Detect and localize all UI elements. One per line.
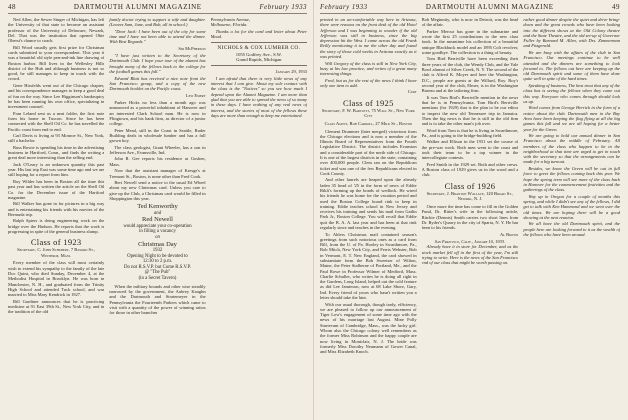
right-page xyxy=(314,0,628,420)
signature: Al Brown xyxy=(499,231,519,237)
paragraph: When the military bounds and other wise steadily narrowed by the government, the Aubrey Kaughn and the Dartmouth and Stratemeyer in the Pennsylvania the Fourteenth Parkers which came to visit with a quantity of the power of winning ratios for those in other branches xyxy=(109,283,206,316)
letter-address: San Francisco, Calif., January 10, 1933. xyxy=(434,238,506,244)
magazine-title: DARTMOUTH ALUMNI MAGAZINE xyxy=(425,3,554,11)
notice-line: in filling a vacancy xyxy=(139,229,176,235)
class-heading: Class of 1926 xyxy=(444,180,496,191)
paragraph: Every member of the class will most certainly wish to extend his sympathy to the family of the late Doc Quint, who died Sunday, December 4, at the Methodist Hospital in Brooklyn. He was born in Manchester, N. H., and graduated from the Trinity High School and attended Tuck school, and was married to Miss Mary Kendrick in 1927. xyxy=(8,260,105,298)
paragraph: Already have it in store for December, and as the stock market fell off in the first of the year, I'm still trying to write. Here is the news of the San Francisco end of our class that might be worth passing on. xyxy=(421,244,519,266)
signature: Curt xyxy=(407,89,417,95)
paragraph: Walker and Ellison in the 1931 set the course of the pre-war work. Both men went to the coast and took their team to be a top winner in the intercollegiate contests. xyxy=(421,139,519,161)
paragraph: Bob Meginnity, who is now in Detroit, was the head of the affair. xyxy=(421,17,519,28)
class-heading: Class of 1923 xyxy=(30,237,82,248)
left-columns xyxy=(8,17,307,420)
paragraph: Ned Allen, the Sewer Singer of Michigan, has left the University of that state to become an assistant professor of the University of Delaware, Newark, Del. That was the institution that opened Obie Oberst's chance to coach. xyxy=(8,17,105,44)
magazine-title: DARTMOUTH ALUMNI MAGAZINE xyxy=(73,3,202,11)
running-header-right xyxy=(320,3,620,14)
paragraph: Edward Blatt has received a nice note from the San Francisco group, and a copy of the new Dartmouth booklet on the Pacific coast. xyxy=(109,75,206,92)
company-name: NICHOLS & COX LUMBER CO. xyxy=(217,45,301,52)
paragraph: Clement Drummer (later merged) victorious from the Chicago elections and is now a member of the Illinois Board of Representatives from the Fourth Legislative District. The district includes Evanston and a considerable part of the north side of Chicago. It is one of the largest districts in the state, containing over 400,000 people. Clem ran on the Republican ticket and was one of the few Republicans elected in Cook County. xyxy=(320,128,417,176)
paragraph: John R. Gee reports his residence at Goshen, Mass. xyxy=(109,156,206,167)
paragraph: Fred Smith in the 1929 set. Both and other crews. A Boston class of 1929 gives us in the wood and a club. xyxy=(421,161,519,178)
notice-line: Opening Night to be devoted to xyxy=(127,253,188,259)
paragraph: Roy Wilder has been in Boston all the time this past year and has written the article on the Shell Oil Co. for the December issue of the Hartford magazine. xyxy=(8,178,105,200)
right-columns xyxy=(320,17,620,420)
paragraph: I am afraid that there is very little news of any interest that I can give. About my sole contact with the class is the "Notices" so you see how much I depend upon the Alumni Magazine. I am more than glad that you are able to spread the news of so many in these days. I have nothing of any real news of interest, and the stories of most of the fellows these days are more than enough to keep me entertained. xyxy=(210,75,307,118)
notice-and: and xyxy=(153,210,162,216)
letter-header: Pennsylvania Avenue, Melbourne, Florida. xyxy=(210,17,251,28)
paragraph: Fran Leland sent us a neat folder, the first note from his home in Tuscon. Since he has been connected with the Shell Oil Co. he has travelled the Pacific coast from end to end. xyxy=(8,110,105,132)
paragraph: Word comes from George Herrick in the form of a notice about the club. Dartmouth men in the Bay Area have been keeping the flag flying at all the big games this fall and we are all hoping for a better year for the Green. xyxy=(523,105,621,132)
page-number: 48 xyxy=(8,3,16,11)
class-secretary: Secretary, C. John Schubert, 7 Bayard St., Winthrop, Mass. xyxy=(17,247,96,258)
class-secretary: Secretary, J. Branton Wallace, 120 Broad St., Newark, N. J. xyxy=(426,190,514,202)
paragraph: Word from Tom is that he is living in Swarthmore, Pa., and is going to the bridge-building field. xyxy=(421,127,519,138)
notice-date: Christmas Day xyxy=(138,240,177,248)
paragraph: With our usual thorough, though tardy, efficiency, we are pleased to follow up our announcement of Tiger Low's engagement of some time ago with the news of his marriage last August. Mine Polly Sturtevant of Cambridge, Mass., was the lucky girl. Whom also the Chicago colony well remembers as the former Miss Robinson and the happy couple are now living in Montclair, N. J. The bride was formerly Miss Dorothy Neumann of Gower Canal, and Miss Elizabeth Knoch. xyxy=(320,301,417,355)
notice-line: Do not R.S.V.P. but Come R.S.V.P. xyxy=(124,264,191,270)
paragraph: Bill Wood usually gets first prize for Christmas cards submitted to your correspondent. This year it was a beautiful old style pen-and-ink line drawing of Boston harbor. Bill lives in the Wellesley Hills district of the Hub and although business is not so good, he still manages to keep in touch with the crowd. xyxy=(8,44,105,82)
left-column-2 xyxy=(109,17,205,420)
class-secretary: Secretary, F. W. Bartlett, 75 Wall St., New York City xyxy=(321,107,415,119)
paragraph: Speaking of business, The best treat that any of the class has is seeing the fellows when they come out this way. Everyone who comes through should look us up. xyxy=(523,82,621,104)
signature: Lew Emery xyxy=(185,92,206,98)
paragraph: Will Gregory of the class is still in New York City, busy at his law practice, and writes of a great many interesting things. xyxy=(320,60,417,77)
letterhead-block xyxy=(211,42,307,65)
paragraph: Parker Hicks no less than a month ago was announced as a powerful inhabitant of Hanover and an interested Clark School man. He is now in Flingtown, and his bank firm, as director of a junior college. xyxy=(109,99,206,127)
quoted-letter: "I have just written to the Secretary of the Dartmouth Club. I hope your tour of the alumni has brought many of the fellows back to the college for the football games this fall." xyxy=(109,53,206,75)
invitation-notice xyxy=(109,203,205,281)
notice-line: would appreciate your co-operation xyxy=(123,223,192,229)
left-column-3 xyxy=(211,17,307,420)
paragraph: We are busy with the affairs of the club in San Francisco. Our meetings continue to be well attended and the dinners are something to look forward to. The fellows out here are keeping up the old Dartmouth spirit and some of them have done quite well in spite of the hard times. xyxy=(523,49,621,82)
paragraph: Tom Bird Berriville have been exceeding their three years of the club, the Wendy Club, and the Yale Bowl alumni of Silver Creek, N. Y. The second of the club is Alfred K. Moyer and here the Washington, D.C., people are guests at the Willard, Roy. Roy's second year of the club, Elmer, is in the Washington Bureau and at the tailoring firm. xyxy=(421,56,519,94)
right-column-2 xyxy=(422,17,519,420)
paragraph: Thanks a lot for the card and letter about Peter Mead. xyxy=(210,28,307,40)
paragraph: rather good dinner despite the quiet and drive bring-down and the great crowds who have been looking into the different shows at the Old Colony theatre and the State Theatre, and the old set-up of Governor Fuller by Barnard M. Allen, with Drs. Zimmerman and Fitzgerald. xyxy=(523,17,621,49)
paragraph: Peter Mead, still in the Coast in Seattle, Ruder Building deals in wholesale lumber and has a full grown boy. xyxy=(109,127,206,144)
company-city: Grand Rapids, Michigan xyxy=(236,57,282,63)
issue-date: February 1933 xyxy=(320,4,368,11)
paragraph: Carl Davis is living at 93 Monroe St., New York, still a bachelor. xyxy=(8,132,105,144)
right-column-1 xyxy=(320,17,417,420)
paragraph: Fred, but as for the rest of the news I think I have only one item to add. xyxy=(320,77,417,88)
paragraph: Way up in Oregon for a couple of months this spring, and while I didn't see any of the fellows, I did get to talk with Ken Hammond and we went over the old times. We are hoping there will be a good showing at the next reunion. xyxy=(523,193,621,220)
paragraph: The class geologist, Grant Wheeler, has a son in Jefferson Ave., Evansville, Ind. xyxy=(109,144,206,155)
notice-name: Red Newell xyxy=(142,216,173,224)
paragraph: Bill Walker has gone in for pictures in a big way and is entertaining his friends with his movies of the Bermuda trip. xyxy=(8,201,105,217)
paragraph: Russ Bowie is spending his time in the advertising business in Hartford, Conn., and finds the writing a great deal more interesting than the selling end. xyxy=(8,144,105,161)
notice-name: Ted Kenworthy xyxy=(137,203,178,211)
paragraph: Besides, we know the Green will be out in full force to greet the fellows coming back this year. We hope the spring term will see more of the class back in Hanover for the commencement festivities and the gatherings of the class. xyxy=(523,165,621,193)
company-address: 1055 Godfrey Ave., S.W. xyxy=(235,51,282,57)
quoted-letter: "Dear Jack: I have been out of the city for some time and I have not been able to attend the dinner. With Best Regards." xyxy=(109,28,206,45)
paragraph: Jack O'Leary is an unknown quantity this past year. His last trip East was some time ago and we are still hoping for a report from him. xyxy=(8,161,105,178)
paragraph: Parker Mercur has gone in the submarine and wrote the first 25 contributions to the new class book. In the meantime his collection of a beautiful antique Blackbuck model and an 1895 Colt revolver, some goodbye. The collection is a thing of beauty. xyxy=(421,28,519,55)
left-column-1 xyxy=(8,17,104,420)
running-header-left xyxy=(8,3,307,14)
paragraph: Ralph Spiers is doing engineering work on the bridge over the Hudson. He reports that the work is progressing in spite of the general business slump. xyxy=(8,218,105,234)
issue-date: February 1933 xyxy=(259,4,307,11)
paragraph: We are going to hold our annual dinner in San Francisco about the middle of February. All members of the class who happen to be in the neighborhood at that time are urged to get in touch with the secretary so that the arrangements can be made for a big turnout. xyxy=(523,132,621,165)
letter-date: January 29, 1933 xyxy=(275,68,307,74)
notice-line: on xyxy=(155,234,160,240)
paragraph: We all have the old Dartmouth spirit, and the people here are looking forward to it as the wealth of the fellows who have been around. xyxy=(523,221,621,237)
notice-line: 12:30 to 2 p.m. xyxy=(142,259,173,265)
notice-line: @ "The Pub" xyxy=(144,270,171,276)
notice-year: 1932 xyxy=(152,248,163,254)
paragraph: It was Tom Bird's Berriville mention in the news that he is in Pennsylvania. Tom Bird's Berriville mentions (for 1929) that is the plan to be our editor to inspect the new old Tennessee trip in Jamaica. Then the big news is that he is still in the old firm and is to take the other man's job over. xyxy=(421,94,519,127)
paragraph: And other laurels are heaped upon the already laden 35 head of '25 in the form of news of Eddie Rikli's forming up the bonds of wedlock. He wired his friends he was home for the vacation period and used the Boston College board rink to keep in training. Eddie teaches school in New Jersey and receives his training and sends his mail from Gatlin Park Jr., Boston College. You will recall that Eddie quit the B. A. A. last year and has been at that rink regularly since and teaches in the evening. xyxy=(320,177,417,231)
signature: Sid McPherson xyxy=(178,45,206,51)
paragraph: Now that the assistant manager of Kresge's at Tremont St., Boston, is none other than Fred Cook. xyxy=(109,168,206,179)
paragraph: To Ahlers Christmas mail contained season's greetings from such notorious ones as a card from Bill, from the U. of Pa. Hooley in Swarthmore, Pa., Bob Mitch, New York City, and Ferris Webster, Bob in Vermont, E. T. New England, the card showed in substantiate form the Bob Sweetser of Wilton, Maine, the Peter Stalberne of Portland, Me., and the Paul Rowe in Professor Wilmer of Medford, Mass. Charlie Schuller, who writes he is doing all right in the Gardens, Long Island, helped out the cold feature as did Lee Jamieson, now at 68 Lake Shore, Gary, Ind. Every friend of yours who hasn't written you a letter should take the hint. xyxy=(320,231,417,301)
paragraph: Bill Gardiner announces that he is practicing medicine at 91 East 39th St., New York City, and in the tradition of the old xyxy=(8,298,105,315)
class-heading: Class of 1925 xyxy=(343,97,394,108)
paragraph: Gene Hirsfelds went out of the Chicago chapter, and his correspondence manages to keep a good deal of fun on the way. Since Lee Higginson's bankruptcy he has been running his own office, specializing in investment counsel. xyxy=(8,82,105,110)
class-agent: Class Agent, Rob Carroll, 27 Milk St., Boston xyxy=(324,120,413,126)
notice-line: (in a Secret Tavern) xyxy=(138,276,177,282)
paragraph: Once more the time has come to fill in the Golden Fund, Dr. Ritter's wife in the following article, Ritchie (Dennis) Smith carries two short lines from Dr. Ryder's Quarry in the city of Sparta, N. Y. He has been to his friends. xyxy=(421,203,519,231)
paragraph: family doctor trying to support a wife and daughter. (Leaves Sam, Jane, and Bob, all in school.) xyxy=(109,17,206,28)
paragraph: Bert Newell send a notice to the usual Ed Wheel about my new Christmas card. Unless you care to give up the Club, a Christmas card would be filled in Shoppington this year. xyxy=(109,180,206,201)
page-number: 49 xyxy=(612,3,620,11)
paragraph: printed in an un-comfortable way here in Arizona, there were reasons on the front desk of the old Hotel Jefferson and I was beginning to wonder if the old Jefferson was still in business, since the big depression hit the West. I came across the old Frank Reilly mentioning it to me the other day and found the story of those cold weeks in Arizona exactly as it was printed. xyxy=(320,17,417,60)
right-column-3 xyxy=(523,17,620,420)
